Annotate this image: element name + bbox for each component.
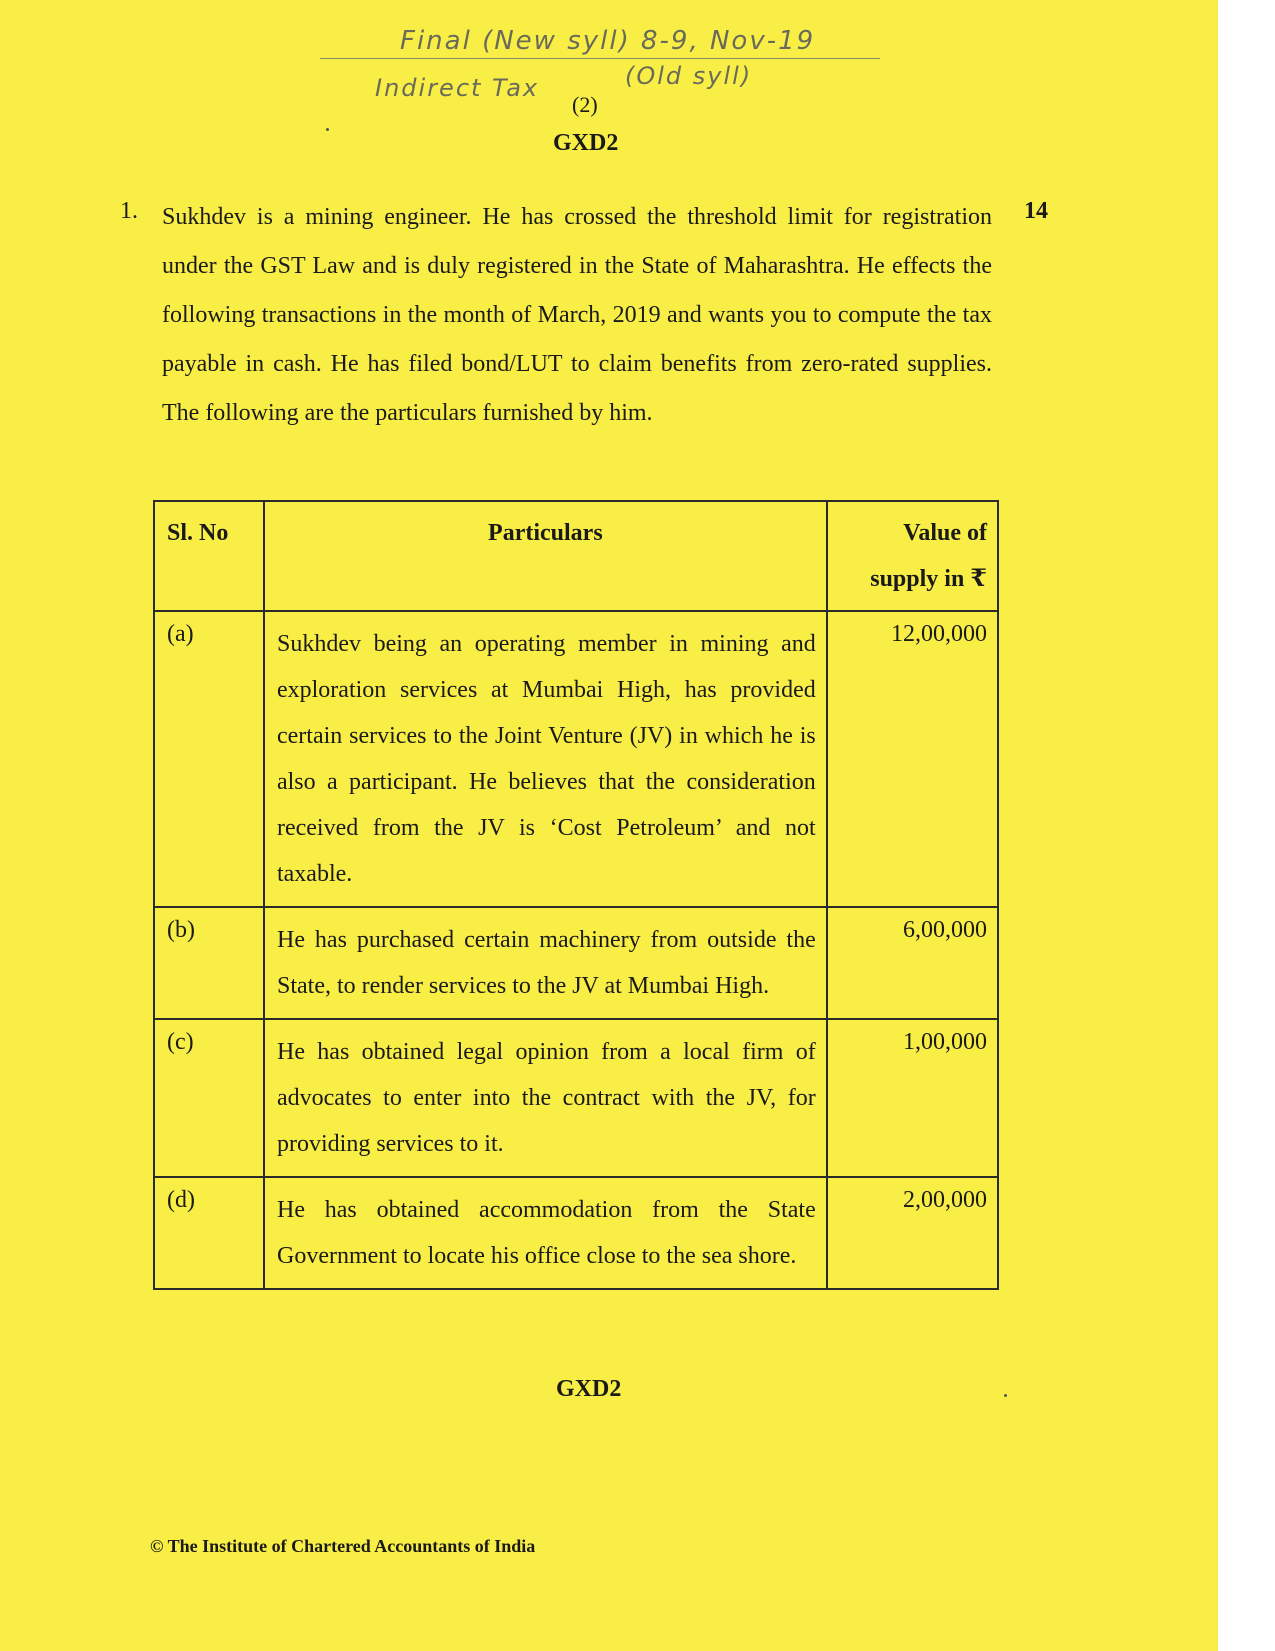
row-particulars: He has obtained accommodation from the State Government to locate his office close to the sea shore.	[264, 1177, 827, 1289]
row-value: 2,00,000	[827, 1177, 998, 1289]
row-particulars: He has obtained legal opinion from a local firm of advocates to enter into the contract with the JV, for providing services to it.	[264, 1019, 827, 1177]
row-value: 1,00,000	[827, 1019, 998, 1177]
copyright-notice: © The Institute of Chartered Accountants of India	[150, 1536, 536, 1556]
row-particulars: Sukhdev being an operating member in mining and exploration services at Mumbai High, has provided certain services to the Joint Venture (JV) in which he is also a participant. He believes that the consideration received from the JV is ‘Cost Petroleum’ and not taxable.	[264, 611, 827, 907]
table-row	[154, 611, 998, 907]
handwritten-underline	[320, 58, 880, 59]
handwritten-annotation-subject: Indirect Tax	[375, 74, 540, 102]
question-marks: 14	[1024, 198, 1048, 224]
question-number: 1.	[120, 198, 138, 224]
paper-code-footer: GXD2	[556, 1376, 622, 1402]
table-row	[154, 907, 998, 1019]
row-value: 12,00,000	[827, 611, 998, 907]
transactions-table	[153, 500, 999, 1290]
header-sl-no: Sl. No	[154, 501, 264, 611]
table-header-row	[154, 501, 998, 611]
speck	[326, 128, 329, 131]
speck	[1004, 1394, 1007, 1397]
row-particulars: He has purchased certain machinery from outside the State, to render services to the JV at Mumbai High.	[264, 907, 827, 1019]
row-sl-no: (d)	[154, 1177, 264, 1289]
table-row	[154, 1177, 998, 1289]
page-number: (2)	[572, 92, 598, 117]
paper-code-header: GXD2	[553, 130, 619, 156]
row-sl-no: (b)	[154, 907, 264, 1019]
header-value-of-supply: Value of supply in ₹	[827, 501, 998, 611]
table-row	[154, 1019, 998, 1177]
handwritten-annotation: Final (New syll) 8-9, Nov-19	[400, 26, 816, 56]
header-particulars: Particulars	[264, 501, 827, 611]
question-text: Sukhdev is a mining engineer. He has crossed the threshold limit for registration under the GST Law and is duly registered in the State of Maharashtra. He effects the following transactions in the month of March, 2019 and wants you to compute the tax payable in cash. He has filed bond/LUT to claim benefits from zero-rated supplies. The following are the particulars furnished by him.	[162, 204, 992, 426]
row-sl-no: (a)	[154, 611, 264, 907]
handwritten-annotation-syllabus: (Old syll)	[625, 62, 753, 90]
row-value: 6,00,000	[827, 907, 998, 1019]
row-sl-no: (c)	[154, 1019, 264, 1177]
